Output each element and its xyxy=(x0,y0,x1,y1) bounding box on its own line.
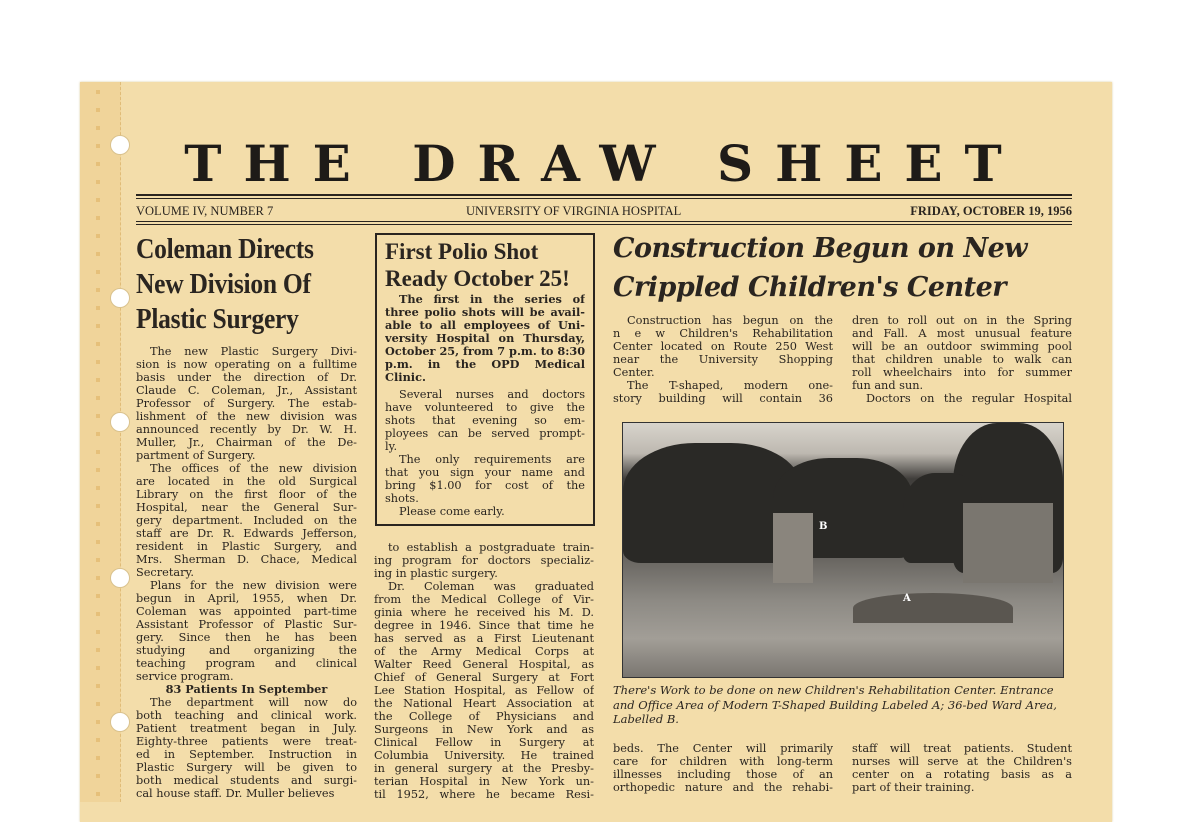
text-line: Please come early. xyxy=(399,505,505,518)
text-line: Lee Station Hospital, as Fellow of xyxy=(374,684,594,697)
construction-photo xyxy=(622,422,1064,678)
text-line: partment of Surgery. xyxy=(136,449,256,462)
headline-line: First Polio Shot xyxy=(385,239,539,264)
text-line: both teaching and clinical work. xyxy=(136,709,357,722)
text-line: Walter Reed General Hospital, as xyxy=(374,658,594,671)
text-line: story building will contain 36 xyxy=(613,392,833,405)
perforation-dots xyxy=(96,90,100,800)
text-line: Doctors on the regular Hospital xyxy=(866,392,1072,405)
text-line: ginia where he received his M. D. xyxy=(374,606,594,619)
text-line: of the Army Medical Corps at xyxy=(374,645,594,658)
text-line: lishment of the new division was xyxy=(136,410,357,423)
polio-lead xyxy=(385,293,585,384)
binder-hole xyxy=(110,135,130,155)
construction-headline xyxy=(613,229,1027,307)
text-line: Several nurses and doctors xyxy=(399,388,585,401)
text-line: bring $1.00 for cost of the xyxy=(385,479,585,492)
text-line: that you sign your name and xyxy=(385,466,585,479)
text-line: degree in 1946. Since that time he xyxy=(374,619,594,632)
text-line: orthopedic nature and the rehabi- xyxy=(613,781,833,794)
construction-col-1 xyxy=(613,314,833,405)
text-line: Muller, Jr., Chairman of the De- xyxy=(136,436,357,449)
text-line: ing program for doctors specializ- xyxy=(374,554,594,567)
text-line: have volunteered to give the xyxy=(385,401,585,414)
text-line: til 1952, where he became Resi- xyxy=(374,788,594,801)
text-line: The department will now do xyxy=(150,696,357,709)
text-line: three polio shots will be avail- xyxy=(385,306,585,319)
headline-line: New Division Of xyxy=(136,268,311,300)
text-line: Construction has begun on the xyxy=(627,314,833,327)
text-line: Claude C. Coleman, Jr., Assistant xyxy=(136,384,357,397)
text-line: teaching program and clinical xyxy=(136,657,357,670)
plastic-surgery-headline xyxy=(136,232,314,337)
text-line: sion is now operating on a fulltime xyxy=(136,358,357,371)
text-line: and Fall. A most unusual feature xyxy=(852,327,1072,340)
text-line: cal house staff. Dr. Muller believes xyxy=(136,787,335,800)
text-line: Eighty-three patients were treat- xyxy=(136,735,357,748)
text-line: center on a rotating basis as a xyxy=(852,768,1072,781)
text-line: able to all employees of Uni- xyxy=(385,319,585,332)
text-line: Center. xyxy=(613,366,655,379)
text-line: care for children with long-term xyxy=(613,755,833,768)
text-line: Professor of Surgery. The estab- xyxy=(136,397,357,410)
text-line: fun and sun. xyxy=(852,379,924,392)
text-line: Clinic. xyxy=(385,371,426,384)
text-line: basis under the direction of Dr. xyxy=(136,371,357,384)
headline-line: Construction Begun on New xyxy=(613,233,1028,264)
text-line: Dr. Coleman was graduated xyxy=(388,580,594,593)
text-line: staff are Dr. R. Edwards Jefferson, xyxy=(136,527,357,540)
text-line: Mrs. Sherman D. Chace, Medical xyxy=(136,553,357,566)
polio-body xyxy=(385,388,585,518)
text-line: Secretary. xyxy=(136,566,194,579)
text-line: Columbia University. He trained xyxy=(374,749,594,762)
text-line: has served as a First Lieutenant xyxy=(374,632,594,645)
construction-col-4 xyxy=(852,742,1072,794)
text-line: Patient treatment began in July. xyxy=(136,722,357,735)
photo-caption: There's Work to be done on new Children's Rehabilitation Center. Entrance and Office Area of Modern T-Shaped Building Labeled A; 36-bed Ward Area, Labelled B. xyxy=(613,683,1057,726)
text-line: The new Plastic Surgery Divi- xyxy=(150,345,357,358)
text-line: versity Hospital on Thursday, xyxy=(385,332,585,345)
text-line: ployees can be served prompt- xyxy=(385,427,585,440)
text-line: that children unable to walk can xyxy=(852,353,1072,366)
text-line: Plastic Surgery will be given to xyxy=(136,761,357,774)
text-line: Plans for the new division were xyxy=(150,579,357,592)
text-line: both medical students and surgi- xyxy=(136,774,357,787)
text-line: announced recently by Dr. W. H. xyxy=(136,423,357,436)
text-line: Chief of General Surgery at Fort xyxy=(374,671,594,684)
text-line: n e w Children's Rehabilitation xyxy=(613,327,833,340)
text-line: p.m. in the OPD Medical xyxy=(385,358,585,371)
masthead-title: THE DRAW SHEET xyxy=(184,134,1024,193)
construction-col-3 xyxy=(613,742,833,794)
perforated-edge xyxy=(80,82,121,802)
text-line: terian Hospital in New York un- xyxy=(374,775,594,788)
text-line: The first in the series of xyxy=(399,293,585,306)
text-line: begun in April, 1955, when Dr. xyxy=(136,592,357,605)
text-line: Assistant Professor of Plastic Sur- xyxy=(136,618,357,631)
binder-hole xyxy=(110,288,130,308)
text-line: Library on the first floor of the xyxy=(136,488,357,501)
headline-line: Ready October 25! xyxy=(385,266,570,291)
text-line: roll wheelchairs into for summer xyxy=(852,366,1072,379)
text-line: service program. xyxy=(136,670,234,683)
text-line: The only requirements are xyxy=(399,453,585,466)
text-line: Coleman was appointed part-time xyxy=(136,605,357,618)
text-line: from the Medical College of Vir- xyxy=(374,593,594,606)
text-line: The offices of the new division xyxy=(150,462,357,475)
photo-label-a: A xyxy=(903,593,911,604)
issue-date: FRIDAY, OCTOBER 19, 1956 xyxy=(910,204,1072,218)
construction-col-2 xyxy=(852,314,1072,405)
text-line: in general surgery at the Presby- xyxy=(374,762,594,775)
binder-hole xyxy=(110,412,130,432)
publisher: UNIVERSITY OF VIRGINIA HOSPITAL xyxy=(466,204,682,218)
text-line: near the University Shopping xyxy=(613,353,833,366)
plastic-surgery-body xyxy=(136,345,357,800)
volume-number: VOLUME IV, NUMBER 7 xyxy=(136,204,274,218)
text-line: are located in the old Surgical xyxy=(136,475,357,488)
text-line: the College of Physicians and xyxy=(374,710,594,723)
binder-hole xyxy=(110,712,130,732)
text-line: staff will treat patients. Student xyxy=(852,742,1072,755)
text-line: shots. xyxy=(385,492,419,505)
info-rule xyxy=(136,224,1072,225)
text-line: dren to roll out on in the Spring xyxy=(852,314,1072,327)
text-line: ly. xyxy=(385,440,398,453)
text-line: Surgeons in New York and as xyxy=(374,723,594,736)
binder-hole xyxy=(110,568,130,588)
masthead-rule xyxy=(136,194,1072,196)
subheading: 83 Patients In September xyxy=(165,683,328,696)
text-line: gery. Since then he has been xyxy=(136,631,357,644)
text-line: The T-shaped, modern one- xyxy=(627,379,833,392)
text-line: will be an outdoor swimming pool xyxy=(852,340,1072,353)
text-line: illnesses including those of an xyxy=(613,768,833,781)
text-line: resident in Plastic Surgery, and xyxy=(136,540,357,553)
text-line: studying and organizing the xyxy=(136,644,357,657)
polio-headline xyxy=(385,238,570,292)
text-line: shots that evening so em- xyxy=(385,414,585,427)
photo-label-b: B xyxy=(819,521,828,532)
text-line: Center located on Route 250 West xyxy=(613,340,833,353)
text-line: gery department. Included on the xyxy=(136,514,357,527)
text-line: beds. The Center will primarily xyxy=(613,742,833,755)
text-line: Hospital, near the General Sur- xyxy=(136,501,357,514)
text-line: Clinical Fellow in Surgery at xyxy=(374,736,594,749)
headline-line: Plastic Surgery xyxy=(136,303,299,335)
info-rule xyxy=(136,221,1072,222)
text-line: ed in September. Instruction in xyxy=(136,748,357,761)
text-line: October 25, from 7 p.m. to 8:30 xyxy=(385,345,585,358)
text-line: to establish a postgraduate train- xyxy=(388,541,594,554)
headline-line: Crippled Children's Center xyxy=(613,272,1007,303)
text-line: nurses will serve at the Children's xyxy=(852,755,1072,768)
text-line: ing in plastic surgery. xyxy=(374,567,498,580)
headline-line: Coleman Directs xyxy=(136,233,314,265)
text-line: part of their training. xyxy=(852,781,975,794)
masthead-rule xyxy=(136,198,1072,199)
text-line: the National Heart Association at xyxy=(374,697,594,710)
plastic-surgery-continued xyxy=(374,541,594,801)
